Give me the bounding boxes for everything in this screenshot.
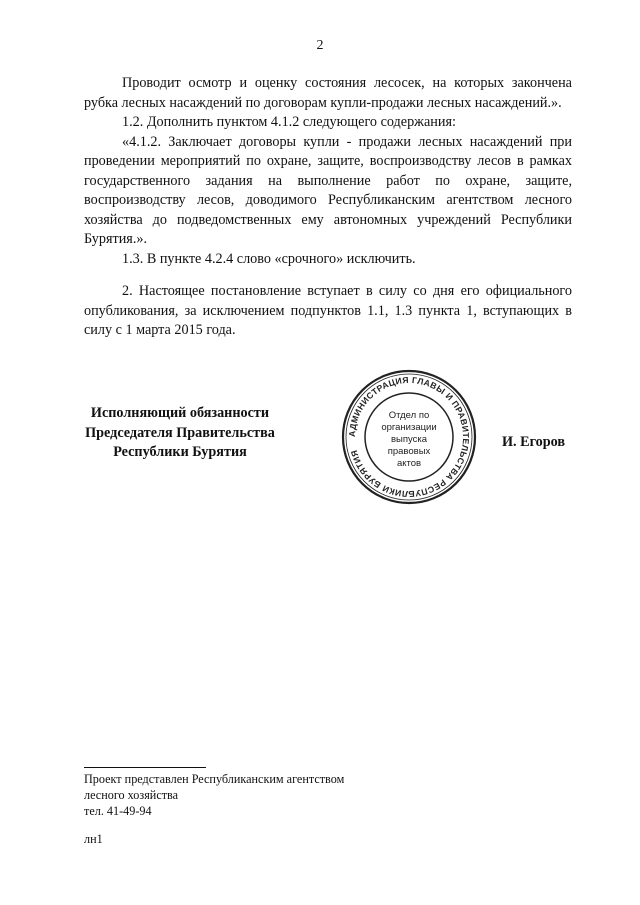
seal-center-line: правовых bbox=[387, 446, 431, 457]
seal-ring-text: АДМИНИСТРАЦИЯ ГЛАВЫ И ПРАВИТЕЛЬСТВА РЕСПУБЛИКИ БУРЯТИЯ bbox=[346, 374, 472, 500]
footnote-line: Проект представлен Республиканским агентством bbox=[84, 772, 345, 786]
signatory-position-line: Республики Бурятия bbox=[113, 444, 247, 460]
signatory-position-line: Исполняющий обязанности bbox=[90, 405, 270, 421]
official-seal bbox=[340, 368, 478, 506]
signatory-position bbox=[80, 404, 280, 463]
footnote-line: лесного хозяйства bbox=[84, 788, 179, 802]
footnote-line: тел. 41-49-94 bbox=[84, 804, 152, 818]
paragraph: 2. Настоящее постановление вступает в силу со дня его официального опубликования, за исключением подпунктов 1.1, 1.3 пункта 1, вступающих в силу с 1 марта 2015 года. bbox=[84, 283, 572, 338]
signatory-position-line: Председателя Правительства bbox=[85, 424, 275, 441]
document-code: лн1 bbox=[84, 832, 103, 846]
seal-graphic bbox=[340, 368, 478, 506]
seal-center-line: актов bbox=[396, 458, 422, 469]
paragraph: 1.2. Дополнить пунктом 4.1.2 следующего содержания: bbox=[122, 114, 456, 130]
document-body bbox=[84, 74, 572, 341]
footnote-divider bbox=[84, 767, 206, 768]
seal-center-line: выпуска bbox=[390, 434, 428, 445]
seal-center-line: организации bbox=[381, 422, 437, 433]
seal-center-line: Отдел по bbox=[388, 410, 430, 421]
paragraph: 1.3. В пункте 4.2.4 слово «срочного» исключить. bbox=[122, 250, 416, 267]
page-number: 2 bbox=[316, 38, 324, 53]
paragraph: Проводит осмотр и оценку состояния лесосек, на которых закончена рубка лесных насаждений по договорам купли-продажи лесных насаждений.». bbox=[84, 75, 572, 111]
paragraph: «4.1.2. Заключает договоры купли - продажи лесных насаждений при проведении мероприятий по охране, защите, воспроизводству лесов в рамках государственного задания на выполнение работ по охране, защите, воспроизводству лесов, доводимого Республиканским агентством лесного хозяйства до подведомственных ему автономных учреждений Республики Бурятия.». bbox=[84, 133, 572, 247]
footnote bbox=[84, 771, 344, 819]
signatory-name: И. Егоров bbox=[502, 434, 566, 450]
